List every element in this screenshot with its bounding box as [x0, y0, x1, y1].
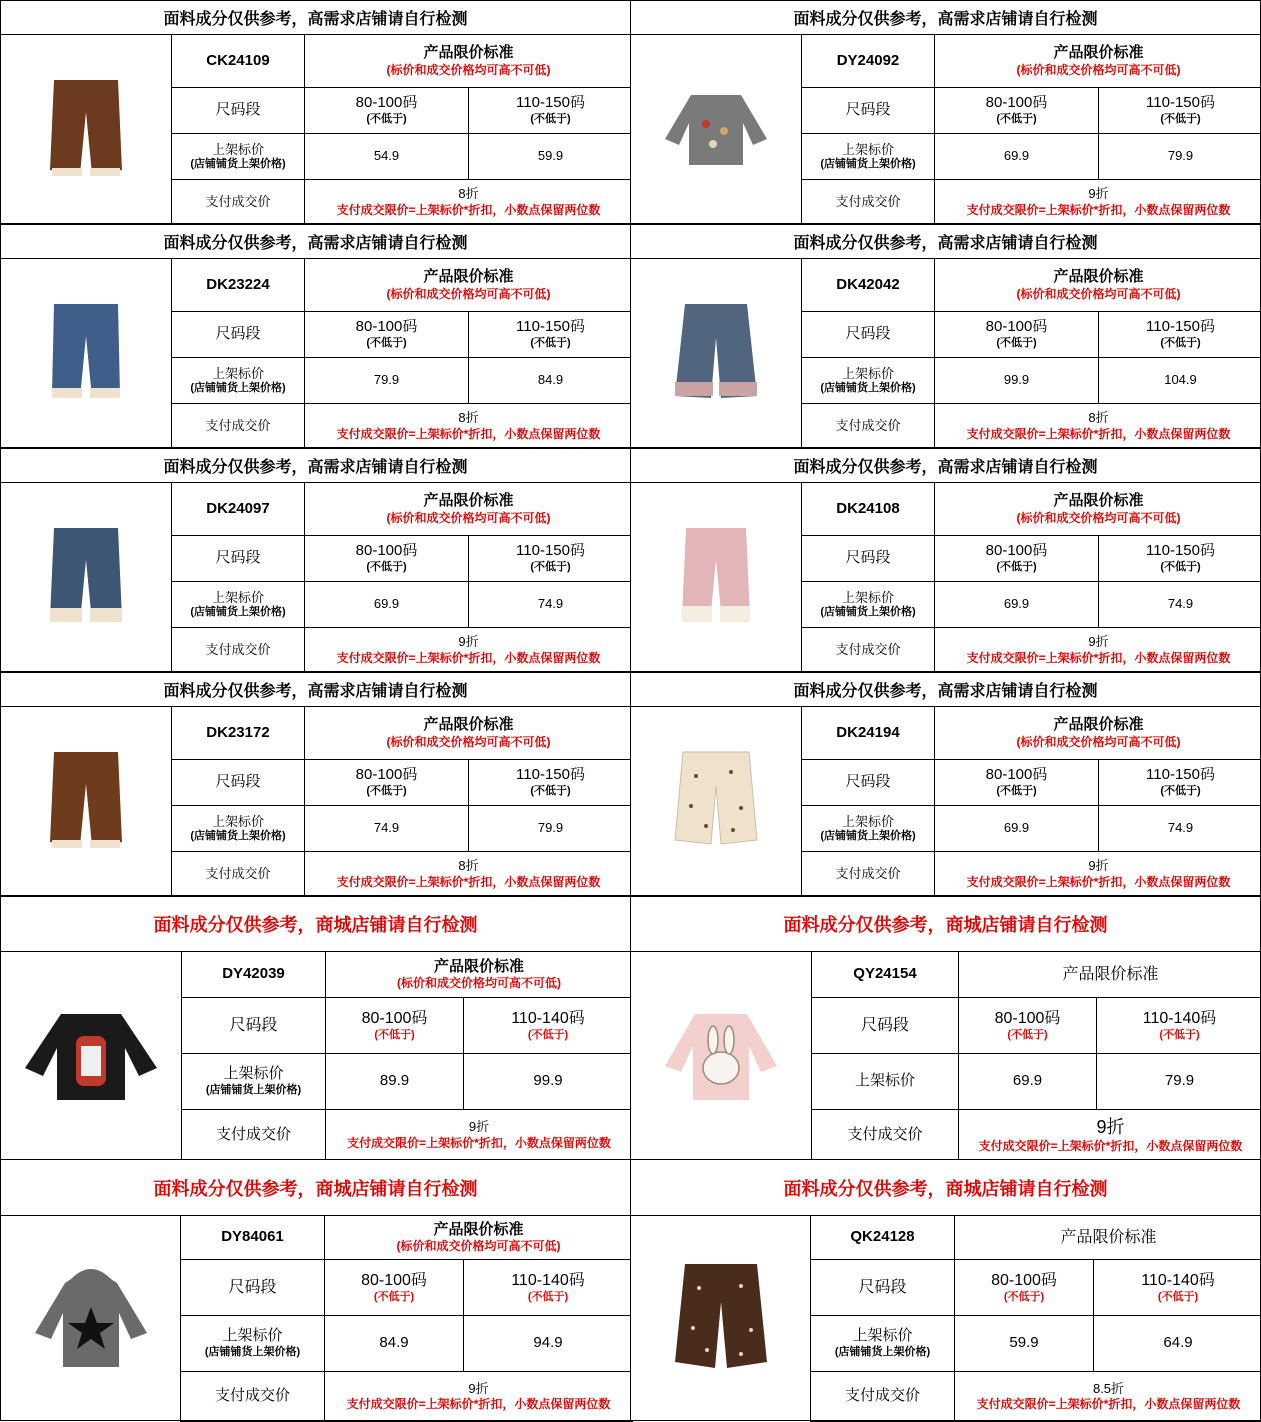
price-table [181, 951, 633, 1161]
not-lower-note: (不低于) [530, 561, 571, 573]
size-range-1: 80-100码 [985, 318, 1048, 336]
product-card-qk24128 [630, 1159, 1261, 1421]
price-table [811, 951, 1261, 1161]
list-price-sub: (店铺铺货上架价格) [820, 381, 916, 394]
discount: 8折 [458, 410, 479, 426]
not-lower-note: (不低于) [1160, 785, 1201, 797]
discount: 8折 [1088, 410, 1109, 426]
not-lower-note: (不低于) [366, 561, 407, 573]
product-code: DY84061 [221, 1228, 284, 1246]
standard-title: 产品限价标准 [433, 1220, 524, 1238]
product-card-dk23224 [0, 224, 631, 448]
list-price-label: 上架标价 [222, 1327, 283, 1345]
not-lower-note: (不低于) [374, 1028, 415, 1041]
product-image [631, 707, 802, 895]
product-card-dk24097 [0, 448, 631, 672]
product-image [631, 259, 802, 447]
jeans-icon [671, 298, 761, 408]
list-price-sub: (店铺铺货上架价格) [820, 157, 916, 170]
hoodie-icon [31, 1263, 151, 1373]
size-label: 尺码段 [229, 1016, 278, 1034]
jeans-icon [46, 298, 126, 408]
standard-title: 产品限价标准 [423, 492, 514, 510]
standard-note: (标价和成交价格均可高不可低) [1016, 510, 1181, 525]
size-range-1: 80-100码 [361, 1271, 427, 1289]
standard-title: 产品限价标准 [1060, 1228, 1157, 1246]
discount: 8.5折 [1092, 1380, 1125, 1396]
size-label: 尺码段 [845, 325, 891, 343]
discount: 8折 [458, 858, 479, 874]
list-price-2: 74.9 [537, 596, 564, 612]
product-code: DY42039 [222, 965, 285, 983]
product-card-dy24092 [630, 0, 1261, 224]
product-image [1, 483, 172, 671]
standard-note: (标价和成交价格均可高不可低) [386, 510, 551, 525]
size-range-2: 110-140码 [1141, 1271, 1215, 1289]
product-code: QY24154 [853, 965, 917, 983]
product-card-dy42039 [0, 896, 631, 1160]
standard-title: 产品限价标准 [1053, 44, 1144, 62]
product-image [1, 259, 172, 447]
size-range-1: 80-100码 [994, 1009, 1061, 1027]
product-card-dy84061 [0, 1159, 631, 1421]
price-table [180, 1215, 633, 1422]
discount: 9折 [468, 1380, 489, 1396]
card-header: 面料成分仅供参考，高需求店铺请自行检测 [631, 1, 1260, 35]
pay-rule: 支付成交限价=上架标价*折扣，小数点保留两位数 [346, 1397, 611, 1412]
card-header: 面料成分仅供参考，高需求店铺请自行检测 [1, 449, 630, 483]
product-code: DK24097 [206, 499, 270, 517]
not-lower-note: (不低于) [530, 785, 571, 797]
size-range-2: 110-150码 [516, 542, 585, 560]
product-code: DY24092 [836, 51, 900, 69]
price-table [171, 258, 633, 449]
not-lower-note: (不低于) [1003, 1290, 1045, 1303]
pay-price-label: 支付成交价 [835, 865, 901, 881]
list-price-1: 74.9 [373, 820, 400, 836]
not-lower-note: (不低于) [996, 337, 1037, 349]
price-table [801, 706, 1261, 897]
product-image [631, 1216, 811, 1420]
card-header: 面料成分仅供参考，高需求店铺请自行检测 [1, 1, 630, 35]
not-lower-note: (不低于) [366, 785, 407, 797]
size-range-2: 110-140码 [511, 1009, 585, 1027]
list-price-1: 84.9 [379, 1334, 409, 1352]
size-range-1: 80-100码 [985, 94, 1048, 112]
not-lower-note: (不低于) [530, 113, 571, 125]
size-label: 尺码段 [215, 325, 261, 343]
discount: 9折 [1088, 858, 1109, 874]
not-lower-note: (不低于) [366, 113, 407, 125]
list-price-1: 89.9 [379, 1072, 410, 1090]
list-price-1: 99.9 [1003, 372, 1030, 388]
standard-title: 产品限价标准 [1053, 268, 1144, 286]
size-label: 尺码段 [228, 1278, 277, 1296]
standard-note: (标价和成交价格均可高不可低) [1016, 62, 1181, 77]
list-price-1: 69.9 [1003, 596, 1030, 612]
pay-price-label: 支付成交价 [214, 1387, 290, 1405]
pay-price-label: 支付成交价 [835, 193, 901, 209]
card-header: 面料成分仅供参考，高需求店铺请自行检测 [1, 673, 630, 707]
product-code: DK24108 [836, 499, 900, 517]
list-price-2: 74.9 [1167, 820, 1194, 836]
price-table [810, 1215, 1261, 1422]
card-header: 面料成分仅供参考，商城店铺请自行检测 [631, 897, 1260, 952]
standard-title: 产品限价标准 [433, 957, 524, 975]
size-range-2: 110-140码 [511, 1271, 585, 1289]
size-range-1: 80-100码 [361, 1009, 428, 1027]
pants-icon [671, 1258, 771, 1378]
list-price-2: 74.9 [1167, 596, 1194, 612]
product-code: QK24128 [850, 1228, 915, 1246]
standard-note: (标价和成交价格均可高不可低) [1016, 734, 1181, 749]
pay-rule: 支付成交限价=上架标价*折扣，小数点保留两位数 [336, 650, 601, 665]
list-price-2: 79.9 [1167, 148, 1194, 164]
pants-icon [676, 522, 756, 632]
list-price-2: 59.9 [537, 148, 564, 164]
product-image [1, 35, 172, 223]
not-lower-note: (不低于) [996, 561, 1037, 573]
standard-note: (标价和成交价格均可高不可低) [1016, 286, 1181, 301]
product-card-dk42042 [630, 224, 1261, 448]
pay-rule: 支付成交限价=上架标价*折扣，小数点保留两位数 [966, 874, 1231, 889]
list-price-label: 上架标价 [852, 1327, 913, 1345]
list-price-1: 59.9 [1009, 1334, 1039, 1352]
list-price-2: 64.9 [1163, 1334, 1193, 1352]
product-image [631, 35, 802, 223]
product-image [631, 483, 802, 671]
list-price-label: 上架标价 [211, 813, 264, 829]
size-label: 尺码段 [845, 773, 891, 791]
list-price-1: 69.9 [1003, 148, 1030, 164]
list-price-2: 84.9 [537, 372, 564, 388]
list-price-1: 69.9 [373, 596, 400, 612]
standard-note: (标价和成交价格均可高不可低) [386, 62, 551, 77]
size-range-2: 110-150码 [516, 766, 585, 784]
list-price-1: 79.9 [373, 372, 400, 388]
size-label: 尺码段 [860, 1016, 909, 1034]
pay-price-label: 支付成交价 [847, 1125, 923, 1143]
card-header: 面料成分仅供参考，高需求店铺请自行检测 [631, 225, 1260, 259]
size-range-2: 110-140码 [1142, 1009, 1217, 1027]
standard-title: 产品限价标准 [423, 716, 514, 734]
list-price-label: 上架标价 [211, 141, 264, 157]
standard-note: (标价和成交价格均可高不可低) [386, 286, 551, 301]
list-price-1: 69.9 [1012, 1072, 1043, 1090]
product-card-dk24194 [630, 672, 1261, 896]
not-lower-note: (不低于) [1160, 113, 1201, 125]
list-price-label: 上架标价 [223, 1065, 284, 1083]
product-card-ck24109 [0, 0, 631, 224]
pay-price-label: 支付成交价 [835, 417, 901, 433]
size-label: 尺码段 [215, 101, 261, 119]
discount: 9折 [1088, 186, 1109, 202]
list-price-label: 上架标价 [211, 589, 264, 605]
product-code: CK24109 [206, 51, 270, 69]
list-price-sub: (店铺铺货上架价格) [190, 829, 286, 842]
not-lower-note: (不低于) [1007, 1028, 1048, 1041]
product-code: DK24194 [836, 723, 900, 741]
list-price-label: 上架标价 [841, 365, 894, 381]
pay-price-label: 支付成交价 [835, 641, 901, 657]
not-lower-note: (不低于) [373, 1290, 415, 1303]
standard-note: (标价和成交价格均可高不可低) [386, 734, 551, 749]
standard-title: 产品限价标准 [1053, 716, 1144, 734]
list-price-sub: (店铺铺货上架价格) [834, 1346, 931, 1358]
pay-rule: 支付成交限价=上架标价*折扣，小数点保留两位数 [336, 874, 601, 889]
pay-price-label: 支付成交价 [205, 193, 271, 209]
price-table [171, 34, 633, 225]
size-range-1: 80-100码 [355, 94, 418, 112]
product-card-qy24154 [630, 896, 1261, 1160]
pay-rule: 支付成交限价=上架标价*折扣，小数点保留两位数 [966, 202, 1231, 217]
product-image [1, 707, 172, 895]
jeans-icon [46, 522, 126, 632]
discount: 9折 [1088, 634, 1109, 650]
size-range-1: 80-100码 [355, 542, 418, 560]
price-table [801, 34, 1261, 225]
card-header: 面料成分仅供参考，商城店铺请自行检测 [1, 1160, 630, 1216]
product-card-dk24108 [630, 448, 1261, 672]
list-price-sub: (店铺铺货上架价格) [190, 157, 286, 170]
pay-rule: 支付成交限价=上架标价*折扣，小数点保留两位数 [966, 426, 1231, 441]
pay-rule: 支付成交限价=上架标价*折扣，小数点保留两位数 [336, 426, 601, 441]
list-price-label: 上架标价 [841, 813, 894, 829]
discount: 9折 [1096, 1117, 1125, 1138]
not-lower-note: (不低于) [1159, 1028, 1200, 1041]
discount: 9折 [458, 634, 479, 650]
size-range-1: 80-100码 [985, 766, 1048, 784]
size-range-2: 110-150码 [1146, 766, 1215, 784]
price-table [171, 482, 633, 673]
price-table [801, 482, 1261, 673]
sweater-icon [21, 1006, 161, 1106]
card-header: 面料成分仅供参考，高需求店铺请自行检测 [631, 673, 1260, 707]
pants-icon [46, 746, 126, 856]
pay-rule: 支付成交限价=上架标价*折扣，小数点保留两位数 [978, 1138, 1243, 1153]
card-header: 面料成分仅供参考，高需求店铺请自行检测 [1, 225, 630, 259]
list-price-sub: (店铺铺货上架价格) [204, 1346, 301, 1358]
list-price-2: 79.9 [1164, 1072, 1195, 1090]
product-code: DK23172 [206, 723, 270, 741]
not-lower-note: (不低于) [996, 785, 1037, 797]
size-range-1: 80-100码 [991, 1271, 1057, 1289]
list-price-2: 79.9 [537, 820, 564, 836]
not-lower-note: (不低于) [1160, 561, 1201, 573]
not-lower-note: (不低于) [530, 337, 571, 349]
size-label: 尺码段 [845, 101, 891, 119]
product-image [1, 1216, 181, 1420]
pay-price-label: 支付成交价 [215, 1125, 291, 1143]
pay-rule: 支付成交限价=上架标价*折扣，小数点保留两位数 [336, 202, 601, 217]
size-range-1: 80-100码 [985, 542, 1048, 560]
list-price-label: 上架标价 [854, 1072, 915, 1090]
card-header: 面料成分仅供参考，商城店铺请自行检测 [1, 897, 630, 952]
product-image [1, 952, 182, 1159]
size-label: 尺码段 [858, 1278, 907, 1296]
list-price-1: 69.9 [1003, 820, 1030, 836]
size-label: 尺码段 [845, 549, 891, 567]
size-range-2: 110-150码 [1146, 542, 1215, 560]
standard-title: 产品限价标准 [1062, 965, 1159, 983]
not-lower-note: (不低于) [527, 1028, 569, 1041]
pants-icon [46, 74, 126, 184]
not-lower-note: (不低于) [1160, 337, 1201, 349]
product-code: DK23224 [206, 275, 270, 293]
not-lower-note: (不低于) [527, 1290, 569, 1303]
list-price-2: 99.9 [533, 1072, 563, 1090]
sweater-icon [661, 89, 771, 169]
pay-price-label: 支付成交价 [205, 417, 271, 433]
not-lower-note: (不低于) [1157, 1290, 1199, 1303]
standard-title: 产品限价标准 [423, 268, 514, 286]
list-price-sub: (店铺铺货上架价格) [820, 829, 916, 842]
list-price-sub: (店铺铺货上架价格) [190, 381, 286, 394]
pay-price-label: 支付成交价 [205, 641, 271, 657]
pay-price-label: 支付成交价 [205, 865, 271, 881]
sweater-icon [661, 1006, 781, 1106]
list-price-sub: (店铺铺货上架价格) [205, 1084, 302, 1096]
list-price-1: 54.9 [373, 148, 400, 164]
pants-icon [671, 746, 761, 856]
pay-rule: 支付成交限价=上架标价*折扣，小数点保留两位数 [347, 1135, 611, 1150]
standard-note: (标价和成交价格均可高不可低) [396, 1239, 561, 1254]
size-range-1: 80-100码 [355, 318, 418, 336]
product-code: DK42042 [836, 275, 900, 293]
price-table [171, 706, 633, 897]
list-price-2: 94.9 [533, 1334, 563, 1352]
card-header: 面料成分仅供参考，商城店铺请自行检测 [631, 1160, 1260, 1216]
list-price-sub: (店铺铺货上架价格) [820, 605, 916, 618]
pay-rule: 支付成交限价=上架标价*折扣，小数点保留两位数 [976, 1397, 1241, 1412]
card-header: 面料成分仅供参考，高需求店铺请自行检测 [631, 449, 1260, 483]
list-price-2: 104.9 [1164, 372, 1197, 388]
pay-rule: 支付成交限价=上架标价*折扣，小数点保留两位数 [966, 650, 1231, 665]
size-label: 尺码段 [215, 773, 261, 791]
size-range-2: 110-150码 [516, 94, 585, 112]
standard-title: 产品限价标准 [1053, 492, 1144, 510]
list-price-label: 上架标价 [211, 365, 264, 381]
product-image [631, 952, 812, 1159]
size-range-1: 80-100码 [355, 766, 418, 784]
discount: 8折 [458, 186, 479, 202]
pay-price-label: 支付成交价 [844, 1387, 920, 1405]
not-lower-note: (不低于) [366, 337, 407, 349]
list-price-label: 上架标价 [841, 589, 894, 605]
size-range-2: 110-150码 [1146, 318, 1215, 336]
size-label: 尺码段 [215, 549, 261, 567]
price-table [801, 258, 1261, 449]
list-price-label: 上架标价 [841, 141, 894, 157]
discount: 9折 [468, 1119, 490, 1135]
standard-title: 产品限价标准 [423, 44, 514, 62]
not-lower-note: (不低于) [996, 113, 1037, 125]
list-price-sub: (店铺铺货上架价格) [190, 605, 286, 618]
product-card-dk23172 [0, 672, 631, 896]
standard-note: (标价和成交价格均可高不可低) [397, 976, 561, 991]
size-range-2: 110-150码 [1146, 94, 1215, 112]
size-range-2: 110-150码 [516, 318, 585, 336]
